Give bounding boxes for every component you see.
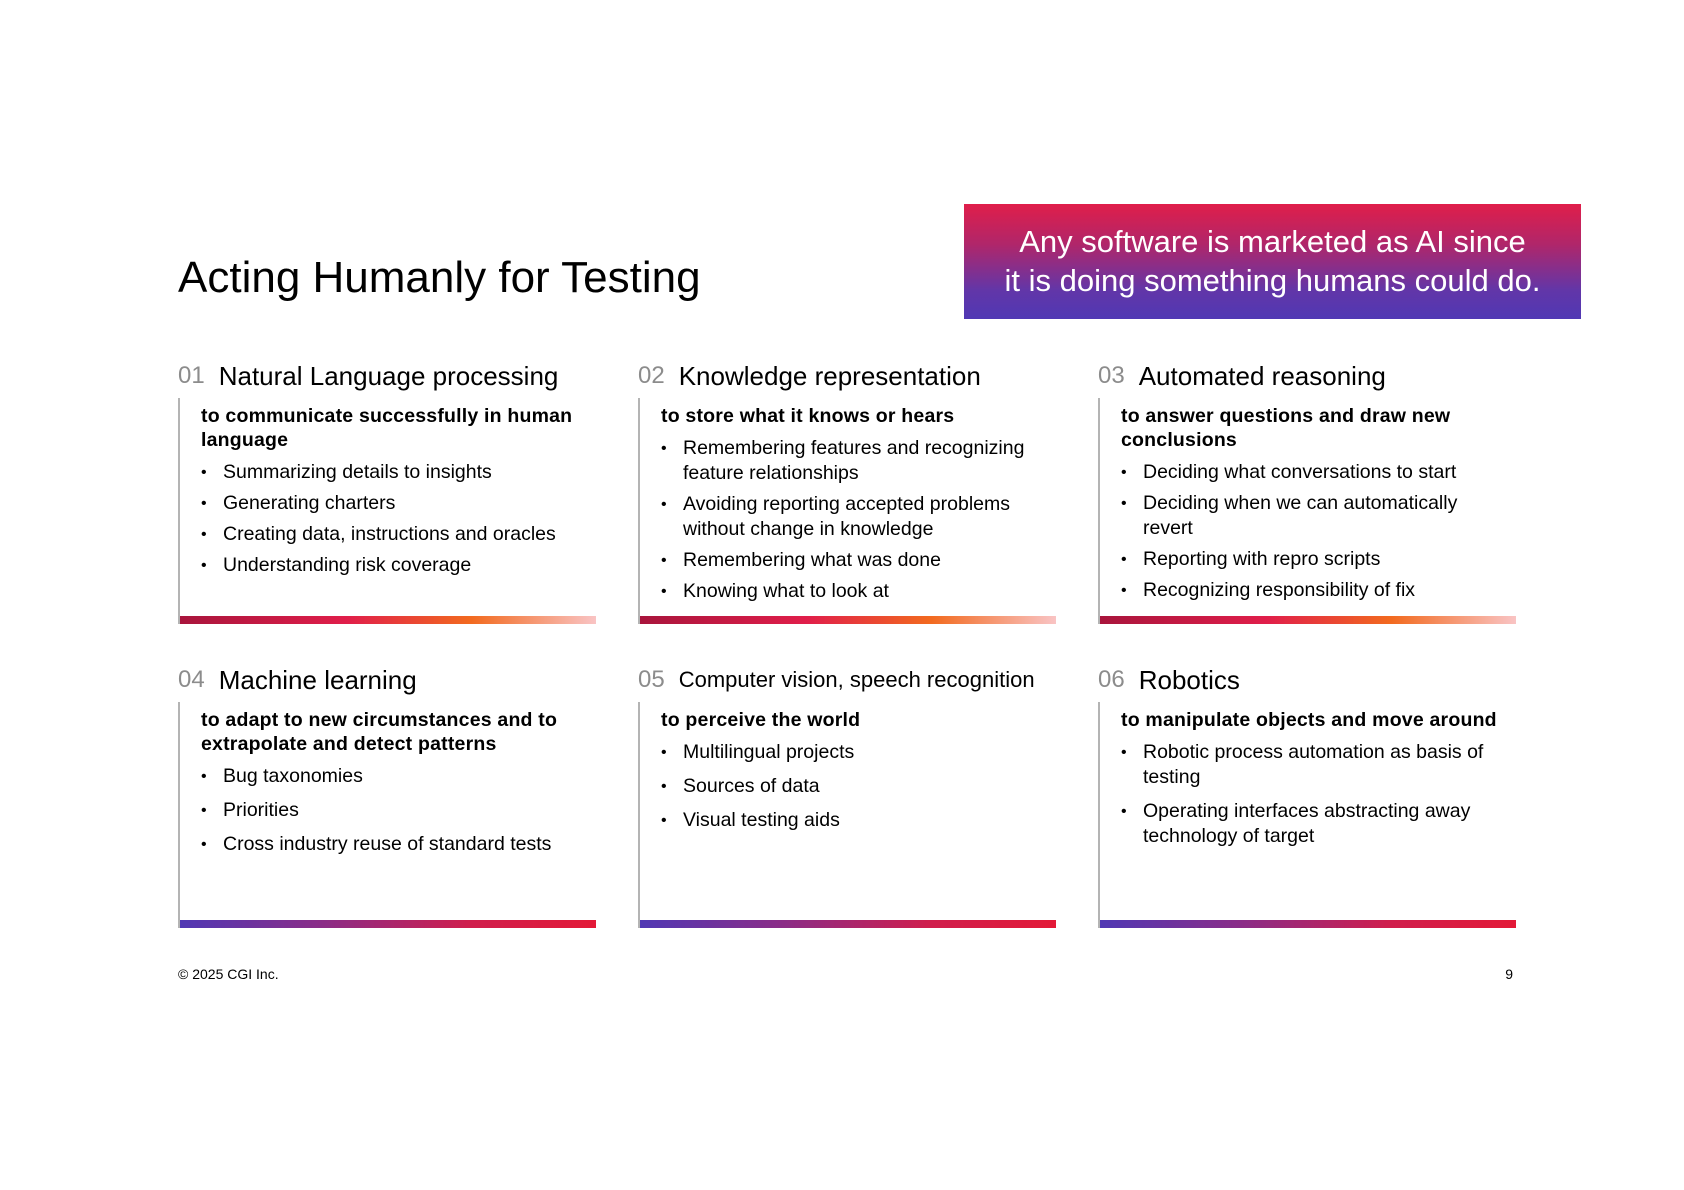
list-item: • Knowing what to look at: [661, 579, 1050, 604]
callout-banner: [964, 204, 1581, 319]
list-item: • Deciding when we can automatically revert: [1121, 491, 1510, 541]
footer-copyright: © 2025 CGI Inc.: [178, 966, 279, 982]
card-header: [1098, 660, 1514, 700]
list-item: • Understanding risk coverage: [201, 553, 590, 578]
card-accent-bar: [180, 616, 596, 624]
card-body: [1098, 398, 1514, 624]
list-item: • Remembering what was done: [661, 548, 1050, 573]
card-header: [178, 660, 594, 700]
card-number: 06: [1098, 666, 1125, 693]
card-list: [661, 740, 1050, 833]
card-number: 02: [638, 362, 665, 389]
card-subtitle: to adapt to new circumstances and to extrapolate and detect patterns: [201, 709, 558, 755]
list-item: • Bug taxonomies: [201, 764, 590, 789]
card-list: [1121, 460, 1510, 603]
card-computer-vision: [638, 660, 1054, 928]
card-body: [1098, 702, 1514, 928]
card-title: Machine learning: [218, 664, 417, 695]
card-subtitle: to manipulate objects and move around: [1121, 709, 1497, 731]
list-item: • Summarizing details to insights: [201, 460, 590, 485]
page-number: 9: [1505, 966, 1513, 982]
card-natural-language-processing: [178, 356, 594, 624]
card-number: 05: [638, 666, 665, 693]
list-item: • Sources of data: [661, 774, 1050, 799]
card-list: [201, 460, 590, 578]
card-body: [178, 702, 594, 928]
card-header: [638, 660, 1054, 700]
list-item: • Reporting with repro scripts: [1121, 547, 1510, 572]
card-title: Robotics: [1138, 664, 1240, 695]
card-subtitle: to perceive the world: [661, 709, 861, 731]
card-header: [638, 356, 1054, 396]
card-robotics: [1098, 660, 1514, 928]
list-item: • Cross industry reuse of standard tests: [201, 832, 590, 857]
card-machine-learning: [178, 660, 594, 928]
list-item: • Priorities: [201, 798, 590, 823]
card-header: [1098, 356, 1514, 396]
slide-title: Acting Humanly for Testing: [178, 253, 701, 302]
list-item: • Generating charters: [201, 491, 590, 516]
card-accent-bar: [180, 920, 596, 928]
list-item: • Deciding what conversations to start: [1121, 460, 1510, 485]
card-knowledge-representation: [638, 356, 1054, 624]
card-list: [661, 436, 1050, 604]
card-accent-bar: [640, 920, 1056, 928]
card-accent-bar: [1100, 920, 1516, 928]
list-item: • Visual testing aids: [661, 808, 1050, 833]
callout-line-1: Any software is marketed as AI since: [1019, 224, 1526, 259]
card-title: Automated reasoning: [1138, 360, 1386, 391]
list-item: • Recognizing responsibility of fix: [1121, 578, 1510, 603]
card-accent-bar: [1100, 616, 1516, 624]
list-item: • Multilingual projects: [661, 740, 1050, 765]
card-number: 01: [178, 362, 205, 389]
list-item: • Operating interfaces abstracting away technology of target: [1121, 799, 1510, 849]
card-title: Natural Language processing: [218, 360, 559, 391]
list-item: • Creating data, instructions and oracles: [201, 522, 590, 547]
card-list: [1121, 740, 1510, 849]
list-item: • Remembering features and recognizing feature relationships: [661, 436, 1050, 486]
list-item: • Avoiding reporting accepted problems without change in knowledge: [661, 492, 1050, 542]
card-subtitle: to store what it knows or hears: [661, 405, 955, 427]
list-item: • Robotic process automation as basis of testing: [1121, 740, 1510, 790]
callout-line-2: it is doing something humans could do.: [1004, 263, 1541, 298]
card-subtitle: to answer questions and draw new conclusions: [1121, 405, 1451, 451]
card-list: [201, 764, 590, 857]
card-subtitle: to communicate successfully in human language: [201, 405, 573, 451]
card-number: 03: [1098, 362, 1125, 389]
card-automated-reasoning: [1098, 356, 1514, 624]
card-number: 04: [178, 666, 205, 693]
card-body: [178, 398, 594, 624]
card-title: Computer vision, speech recognition: [678, 667, 1035, 692]
card-accent-bar: [640, 616, 1056, 624]
card-header: [178, 356, 594, 396]
card-body: [638, 398, 1054, 624]
card-body: [638, 702, 1054, 928]
card-title: Knowledge representation: [678, 360, 981, 391]
